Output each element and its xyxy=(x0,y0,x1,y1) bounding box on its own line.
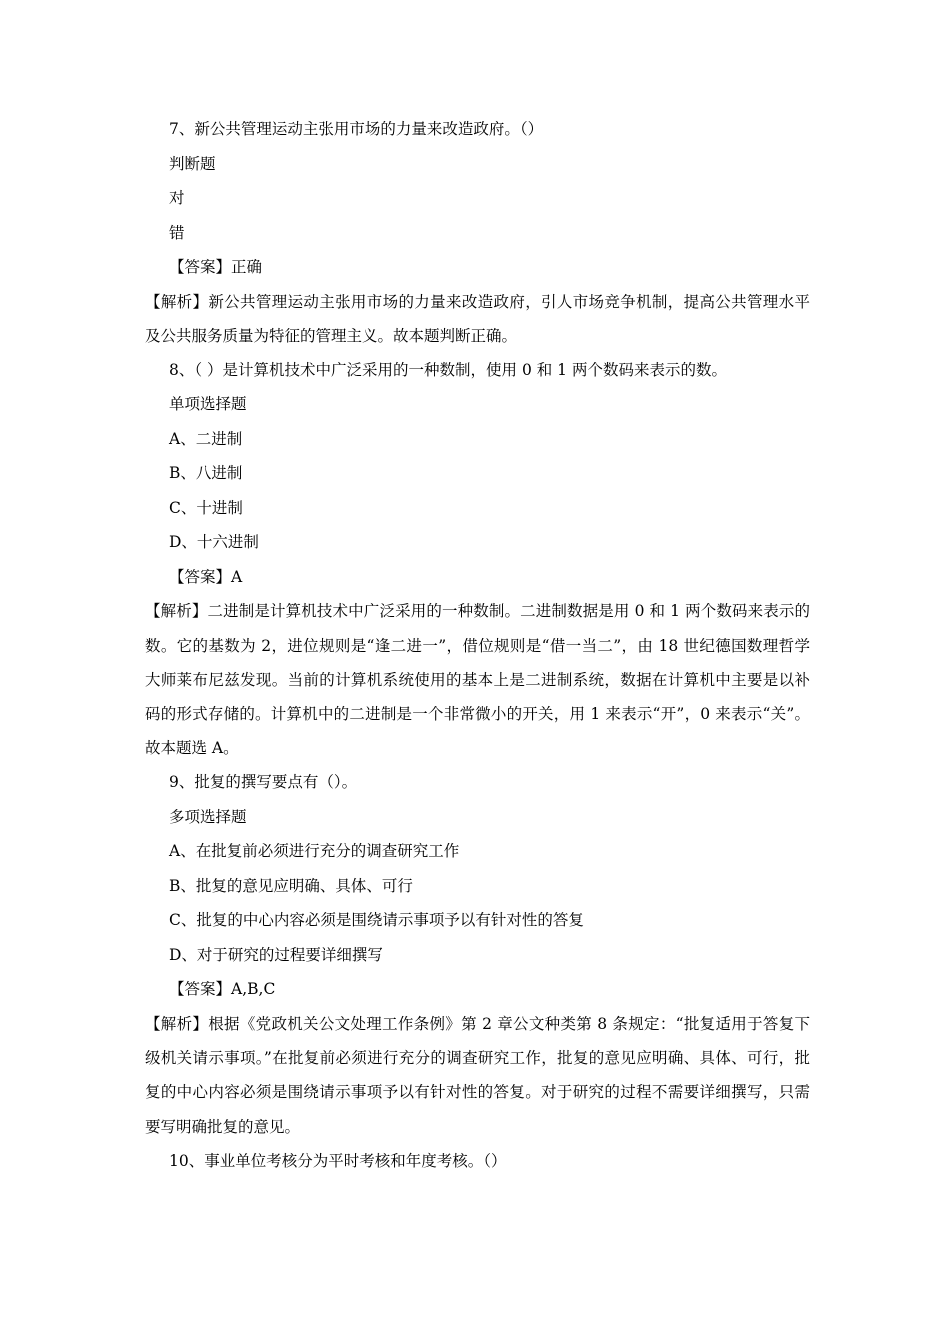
question-7-text: 7、新公共管理运动主张用市场的力量来改造政府。（） xyxy=(169,120,544,138)
question-8-option-a: A、二进制 xyxy=(169,429,243,448)
question-9-analysis: 【解析】根据《党政机关公文处理工作条例》第 2 章公文种类第 8 条规定：“批复适用于答复下级机关请示事项。”在批复前必须进行充分的调查研究工作，批复的意见应明确、具体、可行，批复的中心内容必须是围绕请示事项予以有针对性的答复。对于研究的过程不需要详细撰写，只需要写明确批复的意见。 xyxy=(145,1014,810,1136)
question-7-type: 判断题 xyxy=(169,154,216,173)
question-8-option-d: D、十六进制 xyxy=(169,533,259,552)
question-9-text: 9、批复的撰写要点有（）。 xyxy=(169,773,358,792)
question-8-answer: 【答案】A xyxy=(169,567,243,586)
question-7-analysis: 【解析】新公共管理运动主张用市场的力量来改造政府，引人市场竞争机制，提高公共管理水平及公共服务质量为特征的管理主义。故本题判断正确。 xyxy=(145,292,810,345)
question-8-option-c: C、十进制 xyxy=(169,498,243,517)
question-8-text: 8、（ ）是计算机技术中广泛采用的一种数制，使用 0 和 1 两个数码来表示的数。 xyxy=(169,360,727,379)
question-9-type: 多项选择题 xyxy=(169,807,247,826)
question-9-option-b: B、批复的意见应明确、具体、可行 xyxy=(169,876,413,895)
question-9-option-c: C、批复的中心内容必须是围绕请示事项予以有针对性的答复 xyxy=(169,911,584,930)
question-10-text: 10、事业单位考核分为平时考核和年度考核。（） xyxy=(169,1151,507,1170)
question-9-answer: 【答案】A,B,C xyxy=(169,980,276,999)
question-9-option-a: A、在批复前必须进行充分的调查研究工作 xyxy=(169,842,460,861)
page-content xyxy=(145,112,810,1178)
question-9-option-d: D、对于研究的过程要详细撰写 xyxy=(169,945,383,964)
question-7-option-2: 错 xyxy=(169,223,185,242)
question-7-answer: 【答案】正确 xyxy=(169,258,263,276)
question-7-option-1: 对 xyxy=(169,189,185,207)
question-8-type: 单项选择题 xyxy=(169,395,247,414)
question-8-option-b: B、八进制 xyxy=(169,464,243,483)
question-8-analysis: 【解析】二进制是计算机技术中广泛采用的一种数制。二进制数据是用 0 和 1 两个数码来表示的数。它的基数为 2，进位规则是“逢二进一”，借位规则是“借一当二”，由 18 世纪德国数理哲学大师莱布尼兹发现。当前的计算机系统使用的基本上是二进制系统，数据在计算机中主要是以补码的形式存储的。计算机中的二进制是一个非常微小的开关，用 1 来表示“开”，0 来表示“关”。故本题选 A。 xyxy=(145,602,810,758)
